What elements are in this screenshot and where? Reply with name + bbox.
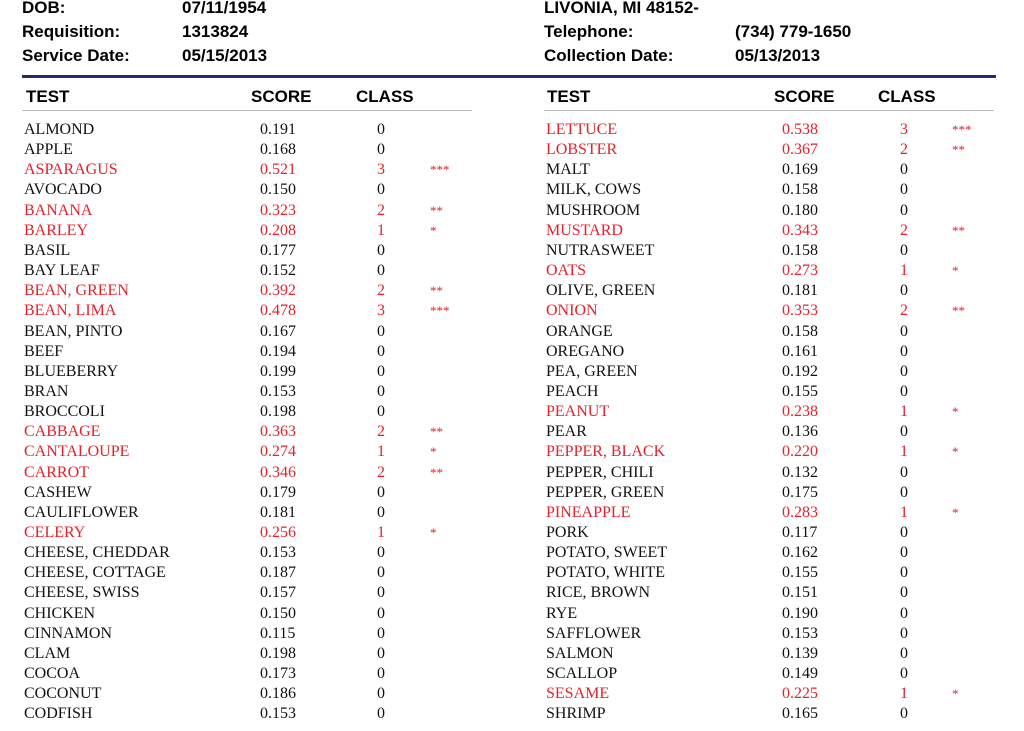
score-value: 0.343 — [782, 221, 818, 239]
telephone-value: (734) 779-1650 — [735, 22, 852, 41]
class-value: 1 — [900, 503, 908, 521]
class-value: 1 — [900, 403, 908, 421]
class-value: 1 — [377, 524, 385, 541]
score-value: 0.151 — [782, 584, 818, 602]
class-value: 0 — [377, 503, 385, 521]
class-value: 2 — [377, 201, 385, 219]
score-value: 0.153 — [260, 382, 296, 400]
class-value: 2 — [377, 282, 385, 300]
test-name: POTATO, WHITE — [546, 564, 666, 582]
class-value: 1 — [900, 443, 908, 461]
class-value: 0 — [377, 403, 385, 421]
score-value: 0.521 — [260, 161, 296, 179]
score-value: 0.190 — [782, 604, 818, 622]
test-name: PEPPER, BLACK — [546, 443, 666, 461]
reaction-stars: *** — [952, 122, 972, 137]
score-value: 0.158 — [782, 322, 818, 340]
reaction-stars: * — [952, 404, 959, 420]
class-value: 0 — [900, 201, 908, 219]
test-name: PORK — [546, 524, 589, 541]
class-value: 0 — [377, 241, 385, 259]
left-test-header: TEST — [26, 87, 70, 106]
test-name: SAFFLOWER — [546, 624, 642, 642]
class-value: 0 — [377, 665, 385, 683]
reaction-stars: ** — [430, 283, 443, 299]
class-value: 0 — [377, 604, 385, 622]
test-name: BLUEBERRY — [24, 362, 119, 380]
left-score-header: SCORE — [251, 87, 312, 106]
test-name: CHEESE, SWISS — [24, 584, 140, 602]
reaction-stars: * — [952, 444, 959, 460]
class-value: 0 — [900, 423, 908, 441]
class-value: 2 — [377, 423, 385, 441]
class-value: 0 — [900, 483, 908, 501]
score-value: 0.363 — [260, 423, 296, 441]
score-value: 0.187 — [260, 564, 296, 582]
score-value: 0.225 — [782, 685, 818, 703]
test-name: BAY LEAF — [24, 262, 100, 280]
score-value: 0.117 — [782, 524, 818, 541]
score-value: 0.162 — [782, 544, 818, 562]
score-value: 0.198 — [260, 644, 296, 662]
score-value: 0.150 — [260, 604, 296, 622]
class-value: 0 — [377, 262, 385, 280]
score-value: 0.152 — [260, 262, 296, 280]
reaction-stars: ** — [430, 202, 443, 218]
test-name: PEPPER, CHILI — [546, 463, 654, 481]
class-value: 1 — [900, 685, 908, 703]
score-value: 0.323 — [260, 201, 296, 219]
test-name: BANANA — [24, 201, 93, 219]
score-value: 0.353 — [782, 302, 818, 320]
class-value: 0 — [377, 141, 385, 159]
score-value: 0.283 — [782, 503, 818, 521]
test-name: PEANUT — [546, 403, 610, 421]
class-value: 0 — [377, 322, 385, 340]
reaction-stars: * — [430, 525, 437, 540]
test-name: AVOCADO — [24, 181, 102, 199]
score-value: 0.367 — [782, 141, 818, 159]
reaction-stars: ** — [430, 464, 443, 480]
class-value: 2 — [900, 302, 908, 320]
test-name: CANTALOUPE — [24, 443, 130, 461]
score-value: 0.168 — [260, 141, 296, 159]
reaction-stars: ** — [952, 142, 965, 158]
test-name: NUTRASWEET — [546, 241, 655, 259]
test-name: CHICKEN — [24, 604, 96, 622]
test-name: OATS — [546, 262, 587, 280]
requisition-label: Requisition: — [22, 22, 121, 41]
test-name: LETTUCE — [546, 121, 618, 138]
reaction-stars: ** — [952, 303, 965, 319]
class-value: 0 — [900, 665, 908, 683]
score-value: 0.238 — [782, 403, 818, 421]
score-value: 0.153 — [260, 544, 296, 562]
class-value: 0 — [900, 604, 908, 622]
score-value: 0.194 — [260, 342, 296, 360]
test-name: ORANGE — [546, 322, 613, 340]
class-value: 1 — [900, 262, 908, 280]
test-name: CLAM — [24, 644, 71, 662]
score-value: 0.153 — [782, 624, 818, 642]
test-name: CARROT — [24, 463, 89, 481]
score-value: 0.115 — [260, 624, 296, 642]
test-name: MALT — [546, 161, 590, 179]
score-value: 0.208 — [260, 221, 296, 239]
score-value: 0.199 — [260, 362, 296, 380]
test-name: CELERY — [24, 524, 86, 541]
class-value: 2 — [900, 221, 908, 239]
test-name: BEAN, LIMA — [24, 302, 117, 320]
reaction-stars: * — [952, 504, 959, 520]
class-value: 0 — [377, 382, 385, 400]
test-name: BARLEY — [24, 221, 88, 239]
class-value: 0 — [900, 342, 908, 360]
reaction-stars: ** — [430, 424, 443, 440]
class-value: 0 — [377, 705, 385, 723]
score-value: 0.180 — [782, 201, 818, 219]
test-name: CHEESE, COTTAGE — [24, 564, 166, 582]
reaction-stars: * — [430, 222, 437, 238]
collection-date-value: 05/13/2013 — [735, 46, 821, 65]
test-name: CINNAMON — [24, 624, 112, 642]
score-value: 0.192 — [782, 362, 818, 380]
service-date-value: 05/15/2013 — [182, 46, 268, 65]
score-value: 0.274 — [260, 443, 296, 461]
test-name: ASPARAGUS — [24, 161, 118, 179]
test-name: CAULIFLOWER — [24, 503, 139, 521]
test-name: PEPPER, GREEN — [546, 483, 665, 501]
reaction-stars: * — [952, 263, 959, 279]
test-name: POTATO, SWEET — [546, 544, 668, 562]
class-value: 2 — [377, 463, 385, 481]
class-value: 0 — [377, 544, 385, 562]
dob-value: 07/11/1954 — [182, 0, 267, 17]
score-value: 0.139 — [782, 644, 818, 662]
score-value: 0.177 — [260, 241, 296, 259]
test-name: SHRIMP — [546, 705, 606, 723]
left-header-underline — [22, 110, 472, 111]
class-value: 2 — [900, 141, 908, 159]
score-value: 0.179 — [260, 483, 296, 501]
score-value: 0.273 — [782, 262, 818, 280]
class-value: 0 — [377, 584, 385, 602]
collection-date-label: Collection Date: — [544, 46, 674, 65]
score-value: 0.157 — [260, 584, 296, 602]
score-value: 0.181 — [260, 503, 296, 521]
class-value: 0 — [900, 181, 908, 199]
reaction-stars: * — [430, 444, 437, 460]
reaction-stars: ** — [952, 222, 965, 238]
class-value: 0 — [900, 564, 908, 582]
test-name: CODFISH — [24, 705, 93, 723]
score-value: 0.538 — [782, 121, 818, 138]
test-name: PEA, GREEN — [546, 362, 638, 380]
score-value: 0.186 — [260, 685, 296, 703]
test-name: ONION — [546, 302, 598, 320]
requisition-value: 1313824 — [182, 22, 249, 41]
class-value: 0 — [377, 181, 385, 199]
class-value: 3 — [900, 121, 908, 138]
score-value: 0.346 — [260, 463, 296, 481]
address-line: LIVONIA, MI 48152- — [544, 0, 699, 17]
test-name: SALMON — [546, 644, 614, 662]
class-value: 0 — [900, 362, 908, 380]
score-value: 0.132 — [782, 463, 818, 481]
class-value: 0 — [900, 584, 908, 602]
dob-label: DOB: — [22, 0, 66, 17]
class-value: 0 — [900, 644, 908, 662]
score-value: 0.173 — [260, 665, 296, 683]
class-value: 0 — [900, 241, 908, 259]
class-value: 0 — [900, 322, 908, 340]
class-value: 0 — [900, 161, 908, 179]
reaction-stars: * — [952, 686, 959, 702]
score-value: 0.191 — [260, 121, 296, 138]
class-value: 0 — [900, 382, 908, 400]
class-value: 0 — [900, 463, 908, 481]
right-test-header: TEST — [547, 87, 591, 106]
test-name: OREGANO — [546, 342, 625, 360]
header-divider — [22, 75, 996, 78]
test-name: COCOA — [24, 665, 81, 683]
class-value: 3 — [377, 302, 385, 320]
score-value: 0.150 — [260, 181, 296, 199]
test-name: CASHEW — [24, 483, 92, 501]
test-name: BEAN, PINTO — [24, 322, 123, 340]
class-value: 0 — [377, 644, 385, 662]
class-value: 0 — [900, 544, 908, 562]
class-value: 0 — [377, 564, 385, 582]
test-name: APPLE — [24, 141, 73, 159]
score-value: 0.155 — [782, 382, 818, 400]
score-value: 0.149 — [782, 665, 818, 683]
score-value: 0.392 — [260, 282, 296, 300]
class-value: 0 — [377, 121, 385, 138]
test-name: BRAN — [24, 382, 69, 400]
test-name: CHEESE, CHEDDAR — [24, 544, 170, 562]
reaction-stars: *** — [430, 303, 450, 319]
score-value: 0.169 — [782, 161, 818, 179]
class-value: 0 — [900, 624, 908, 642]
class-value: 3 — [377, 161, 385, 179]
test-name: MUSHROOM — [546, 201, 641, 219]
score-value: 0.165 — [782, 705, 818, 723]
test-name: CABBAGE — [24, 423, 101, 441]
test-name: BROCCOLI — [24, 403, 105, 421]
score-value: 0.161 — [782, 342, 818, 360]
score-value: 0.220 — [782, 443, 818, 461]
score-value: 0.158 — [782, 181, 818, 199]
class-value: 0 — [377, 342, 385, 360]
score-value: 0.256 — [260, 524, 296, 541]
test-name: RYE — [546, 604, 578, 622]
class-value: 1 — [377, 443, 385, 461]
score-value: 0.167 — [260, 322, 296, 340]
class-value: 0 — [377, 624, 385, 642]
test-name: PEAR — [546, 423, 587, 441]
score-value: 0.153 — [260, 705, 296, 723]
service-date-label: Service Date: — [22, 46, 130, 65]
test-name: COCONUT — [24, 685, 102, 703]
test-name: SCALLOP — [546, 665, 618, 683]
class-value: 1 — [377, 221, 385, 239]
test-name: MILK, COWS — [546, 181, 642, 199]
score-value: 0.478 — [260, 302, 296, 320]
score-value: 0.198 — [260, 403, 296, 421]
test-name: ALMOND — [24, 121, 95, 138]
score-value: 0.155 — [782, 564, 818, 582]
score-value: 0.181 — [782, 282, 818, 300]
score-value: 0.175 — [782, 483, 818, 501]
test-name: SESAME — [546, 685, 610, 703]
test-name: BEEF — [24, 342, 64, 360]
test-name: PEACH — [546, 382, 599, 400]
right-score-header: SCORE — [774, 87, 835, 106]
test-name: BASIL — [24, 241, 71, 259]
test-name: PINEAPPLE — [546, 503, 631, 521]
left-class-header: CLASS — [356, 87, 414, 106]
right-class-header: CLASS — [878, 87, 936, 106]
test-name: LOBSTER — [546, 141, 618, 159]
class-value: 0 — [900, 705, 908, 723]
class-value: 0 — [377, 362, 385, 380]
test-name: MUSTARD — [546, 221, 623, 239]
class-value: 0 — [900, 524, 908, 541]
test-name: BEAN, GREEN — [24, 282, 129, 300]
test-name: RICE, BROWN — [546, 584, 650, 602]
reaction-stars: *** — [430, 162, 450, 178]
right-header-underline — [544, 110, 994, 111]
test-name: OLIVE, GREEN — [546, 282, 656, 300]
telephone-label: Telephone: — [544, 22, 634, 41]
class-value: 0 — [377, 483, 385, 501]
class-value: 0 — [900, 282, 908, 300]
score-value: 0.158 — [782, 241, 818, 259]
score-value: 0.136 — [782, 423, 818, 441]
class-value: 0 — [377, 685, 385, 703]
